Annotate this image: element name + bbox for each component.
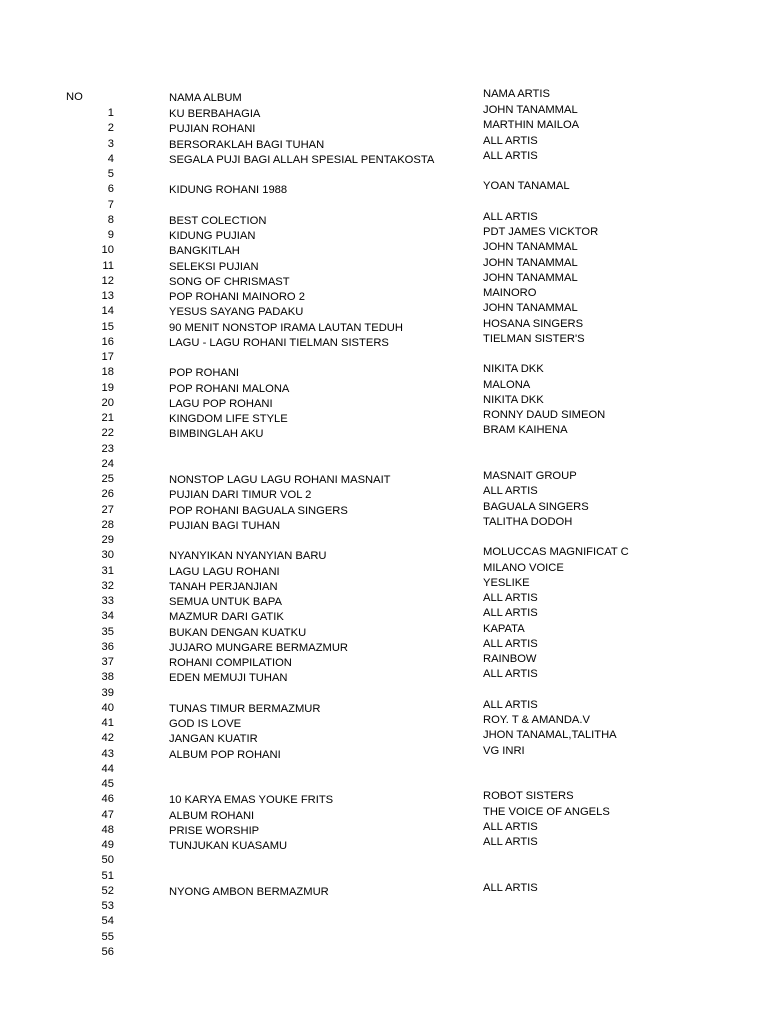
row-album-name: SONG OF CHRISMAST — [169, 275, 290, 288]
row-album-name: ALBUM POP ROHANI — [169, 748, 281, 761]
row-no: 36 — [101, 640, 114, 653]
row-no: 38 — [101, 671, 114, 684]
row-no: 56 — [101, 945, 114, 958]
row-no: 2 — [107, 122, 114, 135]
row-no: 55 — [101, 930, 114, 943]
row-no: 47 — [101, 808, 114, 821]
row-no: 8 — [107, 213, 114, 226]
row-album-name: GOD IS LOVE — [169, 718, 242, 730]
row-no: 18 — [101, 366, 114, 379]
row-no: 7 — [107, 198, 114, 211]
row-album-name: POP ROHANI MAINORO 2 — [169, 291, 305, 303]
row-no: 24 — [101, 457, 114, 470]
row-album-name: KU BERBAHAGIA — [169, 108, 261, 120]
row-no: 42 — [101, 732, 114, 745]
row-no: 33 — [101, 595, 114, 607]
row-artist-name: YOAN TANAMAL — [483, 180, 570, 193]
row-album-name: KIDUNG ROHANI 1988 — [169, 184, 288, 197]
row-no: 50 — [101, 854, 114, 867]
row-artist-name: ROBOT SISTERS — [483, 790, 574, 803]
row-album-name: LAGU LAGU ROHANI — [169, 565, 280, 578]
row-no: 4 — [107, 152, 114, 165]
row-artist-name: JOHN TANAMMAL — [483, 271, 578, 284]
row-no: 23 — [101, 442, 114, 455]
row-album-name: ROHANI COMPILATION — [169, 657, 292, 669]
row-album-name: ALBUM ROHANI — [169, 809, 255, 822]
row-artist-name: ALL ARTIS — [483, 592, 538, 604]
row-artist-name: MALONA — [483, 378, 531, 391]
row-no: 20 — [101, 396, 114, 409]
row-album-name: BANGKITLAH — [169, 245, 240, 258]
header-artist-name: NAMA ARTIS — [483, 88, 550, 100]
row-no: 48 — [101, 823, 114, 836]
row-no: 1 — [107, 107, 114, 119]
row-no: 30 — [101, 549, 114, 562]
row-album-name: KIDUNG PUJIAN — [169, 230, 256, 242]
row-no: 32 — [101, 579, 114, 592]
row-no: 43 — [101, 747, 114, 760]
row-artist-name: MAINORO — [483, 287, 537, 299]
row-no: 9 — [107, 229, 114, 241]
row-no: 39 — [101, 686, 114, 699]
row-album-name: EDEN MEMUJI TUHAN — [169, 672, 288, 685]
row-artist-name: ALL ARTIS — [483, 698, 538, 711]
row-no: 54 — [101, 915, 114, 928]
row-artist-name: JOHN TANAMMAL — [483, 256, 578, 269]
row-no: 35 — [101, 625, 114, 638]
row-album-name: TANAH PERJANJIAN — [169, 580, 278, 593]
row-artist-name: RAINBOW — [483, 653, 537, 665]
row-no: 11 — [102, 259, 114, 272]
row-artist-name: ALL ARTIS — [483, 134, 538, 147]
row-no: 10 — [101, 244, 114, 257]
row-no: 41 — [101, 717, 114, 729]
row-artist-name: TALITHA DODOH — [483, 515, 573, 528]
row-no: 29 — [101, 534, 114, 546]
row-album-name: BIMBINGLAH AKU — [169, 428, 264, 441]
row-artist-name: ALL ARTIS — [483, 637, 538, 650]
row-artist-name: ROY. T & AMANDA.V — [483, 714, 590, 726]
row-artist-name: MILANO VOICE — [483, 561, 564, 574]
row-album-name: BERSORAKLAH BAGI TUHAN — [169, 138, 325, 151]
row-no: 44 — [101, 762, 114, 775]
row-album-name: MAZMUR DARI GATIK — [169, 611, 284, 624]
row-album-name: SEGALA PUJI BAGI ALLAH SPESIAL PENTAKOSTA — [169, 153, 435, 166]
header-album-name: NAMA ALBUM — [169, 92, 242, 104]
row-artist-name: THE VOICE OF ANGELS — [483, 805, 610, 818]
row-no: 19 — [101, 381, 114, 394]
row-album-name: SELEKSI PUJIAN — [169, 260, 259, 273]
row-artist-name: JHON TANAMAL,TALITHA — [483, 729, 617, 742]
row-album-name: TUNJUKAN KUASAMU — [169, 840, 288, 852]
row-no: 21 — [101, 412, 114, 424]
row-no: 3 — [107, 137, 114, 150]
row-no: 13 — [101, 290, 114, 302]
row-album-name: POP ROHANI — [169, 367, 240, 380]
row-album-name: LAGU - LAGU ROHANI TIELMAN SISTERS — [169, 336, 389, 349]
row-album-name: LAGU POP ROHANI — [169, 397, 273, 410]
row-album-name: BEST COLECTION — [169, 214, 267, 227]
row-album-name: 90 MENIT NONSTOP IRAMA LAUTAN TEDUH — [169, 321, 403, 334]
row-no: 12 — [101, 274, 114, 287]
row-album-name: PUJIAN DARI TIMUR VOL 2 — [169, 489, 312, 502]
row-no: 31 — [101, 564, 114, 577]
row-artist-name: BRAM KAIHENA — [483, 424, 568, 437]
row-album-name: BUKAN DENGAN KUATKU — [169, 626, 307, 639]
row-no: 15 — [101, 320, 114, 333]
row-artist-name: NIKITA DKK — [483, 393, 544, 406]
row-no: 37 — [101, 656, 114, 668]
row-artist-name: ALL ARTIS — [483, 881, 538, 894]
row-no: 25 — [101, 473, 114, 485]
row-no: 22 — [101, 427, 114, 440]
row-album-name: PUJIAN BAGI TUHAN — [169, 519, 281, 532]
row-artist-name: YESLIKE — [483, 576, 530, 589]
row-artist-name: PDT JAMES VICKTOR — [483, 226, 599, 238]
row-no: 6 — [107, 183, 114, 196]
row-artist-name: ALL ARTIS — [483, 149, 538, 162]
row-no: 14 — [101, 305, 114, 318]
row-no: 26 — [101, 488, 114, 501]
row-no: 46 — [101, 793, 114, 806]
row-no: 49 — [101, 839, 114, 851]
row-album-name: PUJIAN ROHANI — [169, 123, 256, 136]
row-no: 28 — [101, 518, 114, 531]
row-album-name: JUJARO MUNGARE BERMAZMUR — [169, 641, 349, 654]
row-no: 27 — [101, 503, 114, 516]
row-artist-name: ALL ARTIS — [483, 820, 538, 833]
row-album-name: NONSTOP LAGU LAGU ROHANI MASNAIT — [169, 474, 391, 486]
row-album-name: 10 KARYA EMAS YOUKE FRITS — [169, 794, 334, 807]
row-album-name: PRISE WORSHIP — [169, 824, 260, 837]
header-no: NO — [66, 91, 83, 103]
row-artist-name: RONNY DAUD SIMEON — [483, 409, 606, 421]
row-artist-name: JOHN TANAMMAL — [483, 104, 578, 116]
row-album-name: JANGAN KUATIR — [169, 733, 258, 746]
row-artist-name: NIKITA DKK — [483, 363, 544, 376]
row-artist-name: ALL ARTIS — [483, 485, 538, 498]
row-no: 40 — [101, 701, 114, 714]
row-no: 53 — [101, 900, 114, 912]
row-artist-name: TIELMAN SISTER'S — [483, 332, 585, 345]
row-no: 52 — [101, 884, 114, 897]
row-no: 5 — [107, 168, 114, 180]
row-album-name: POP ROHANI MALONA — [169, 382, 290, 395]
row-no: 51 — [101, 869, 114, 882]
row-no: 16 — [101, 335, 114, 348]
row-artist-name: MOLUCCAS MAGNIFICAT C — [483, 546, 629, 559]
row-album-name: TUNAS TIMUR BERMAZMUR — [169, 702, 321, 715]
row-album-name: NYONG AMBON BERMAZMUR — [169, 885, 329, 898]
row-artist-name: ALL ARTIS — [483, 607, 538, 620]
row-artist-name: KAPATA — [483, 622, 525, 635]
row-artist-name: JOHN TANAMMAL — [483, 302, 578, 315]
row-album-name: KINGDOM LIFE STYLE — [169, 413, 288, 425]
row-artist-name: JOHN TANAMMAL — [483, 241, 578, 254]
row-no: 17 — [101, 351, 114, 363]
row-artist-name: MASNAIT GROUP — [483, 470, 577, 482]
row-album-name: SEMUA UNTUK BAPA — [169, 596, 282, 608]
row-album-name: YESUS SAYANG PADAKU — [169, 306, 304, 319]
row-album-name: POP ROHANI BAGUALA SINGERS — [169, 504, 348, 517]
row-no: 45 — [101, 778, 114, 790]
row-artist-name: ALL ARTIS — [483, 668, 538, 681]
row-artist-name: ALL ARTIS — [483, 210, 538, 223]
row-artist-name: HOSANA SINGERS — [483, 317, 584, 330]
row-album-name: NYANYIKAN NYANYIAN BARU — [169, 550, 327, 563]
row-artist-name: VG INRI — [483, 744, 525, 757]
row-artist-name: BAGUALA SINGERS — [483, 500, 589, 513]
row-artist-name: MARTHIN MAILOA — [483, 119, 580, 132]
row-no: 34 — [101, 610, 114, 623]
row-artist-name: ALL ARTIS — [483, 836, 538, 848]
